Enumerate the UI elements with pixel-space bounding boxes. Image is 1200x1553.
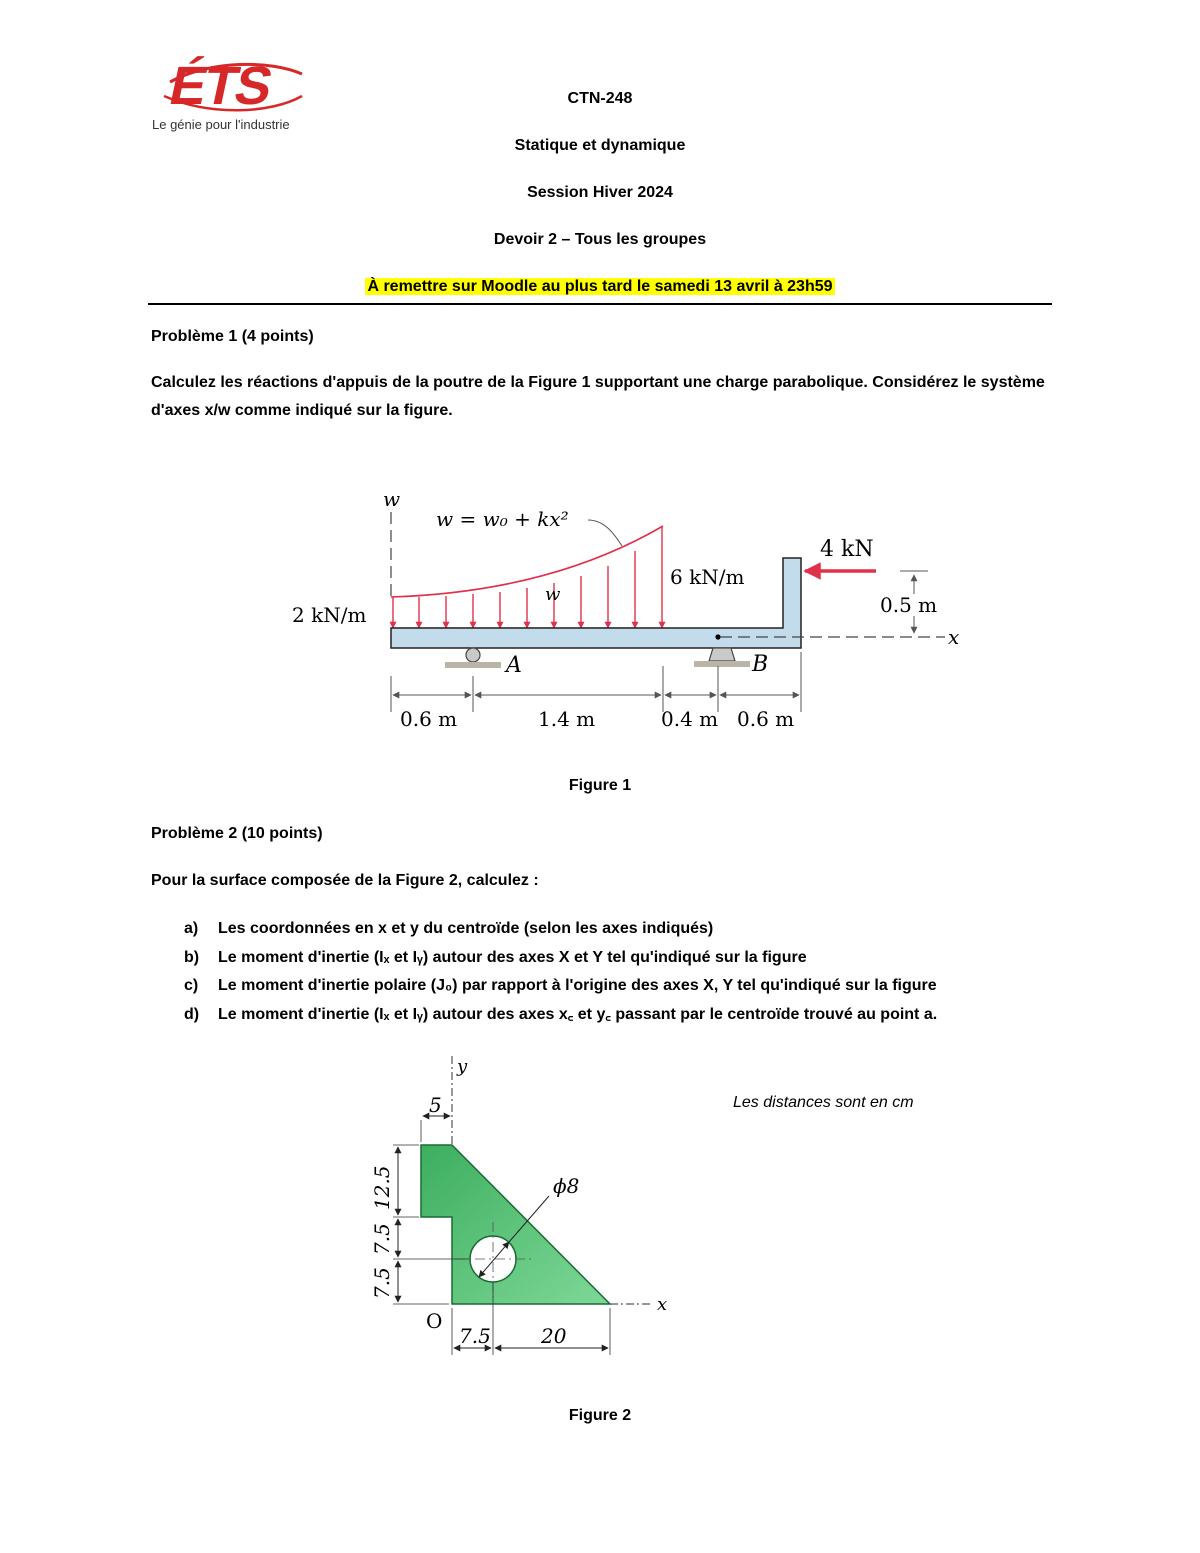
dim-1: 1.4 m [538,707,596,731]
load-arrows [393,527,662,628]
dim-top: 5 [429,1093,442,1117]
load-equation: w = w₀ + kx² [436,507,569,531]
support-a-roller [466,648,480,662]
force-label: 4 kN [820,537,874,562]
support-b-ground [694,661,750,667]
support-a-label: A [506,653,522,678]
composite-shape [421,1145,610,1304]
ets-logo-text: ÉTS [164,55,277,116]
logo-tagline: Le génie pour l'industrie [152,117,290,132]
support-b-pin [709,648,735,661]
dim-2: 0.4 m [661,707,719,731]
problem2-questions [184,915,937,1029]
x-axis-label: x [948,625,960,649]
figure2-caption: Figure 2 [568,1407,632,1424]
problem1-title: Problème 1 (4 points) [151,328,314,345]
load-curve [391,526,663,597]
x-axis-label: x [657,1294,668,1315]
deadline-text: À remettre sur Moodle au plus tard le samedi 13 avril à 23h59 [367,278,833,295]
question-item: c) Le moment d'inertie polaire (J₀) par rapport à l'origine des axes X, Y tel qu'indiqué sur la figure [184,977,937,994]
header-divider [148,303,1052,305]
w-axis-label: w [383,487,401,511]
figure1-caption: Figure 1 [568,777,632,794]
origin-label: O [426,1309,443,1333]
question-item: d) Le moment d'inertie (Iₓ et Iᵧ) autour des axes x꜀ et y꜀ passant par le centroïde trouvé au point a. [184,1005,938,1023]
force-height-label: 0.5 m [880,593,938,617]
dim-bottom-0: 7.5 [459,1324,491,1348]
problem2-title: Problème 2 (10 points) [151,825,323,842]
question-item: b) Le moment d'inertie (Iₓ et Iᵧ) autour des axes X et Y tel qu'indiqué sur la figure [184,948,807,966]
dim-0: 0.6 m [400,707,458,731]
support-a-ground [445,662,501,668]
course-code: CTN-248 [567,90,633,107]
problem1-text: Calculez les réactions d'appuis de la poutre de la Figure 1 supportant une charge parabolique. Considérez le système d'axes x/w comme indiqué sur la figure. [151,374,1045,419]
dim-left-1: 7.5 [370,1223,394,1255]
dim-bottom-1: 20 [541,1324,567,1348]
figure2-composite-area [355,1050,695,1365]
load-left-value: 2 kN/m [292,603,367,627]
figure1-beam-diagram [280,480,980,740]
deadline-line [0,278,1200,296]
session: Session Hiver 2024 [527,184,673,201]
assignment-title: Devoir 2 – Tous les groupes [493,231,707,248]
dim-left-0: 12.5 [370,1165,394,1210]
question-item: a) Les coordonnées en x et y du centroïde (selon les axes indiqués) [184,920,714,937]
y-axis-label: y [457,1056,468,1077]
course-name: Statique et dynamique [514,137,686,154]
hole-diameter: ϕ8 [553,1174,580,1198]
support-b-label: B [752,652,769,677]
units-note: Les distances sont en cm [733,1094,914,1111]
dim-3: 0.6 m [737,707,795,731]
load-label: w [545,584,561,605]
load-right-value: 6 kN/m [670,565,745,589]
origin-point [715,634,720,639]
problem2-intro: Pour la surface composée de la Figure 2, calculez : [151,872,539,889]
dim-left-2: 7.5 [370,1267,394,1299]
equation-leader [588,520,622,546]
